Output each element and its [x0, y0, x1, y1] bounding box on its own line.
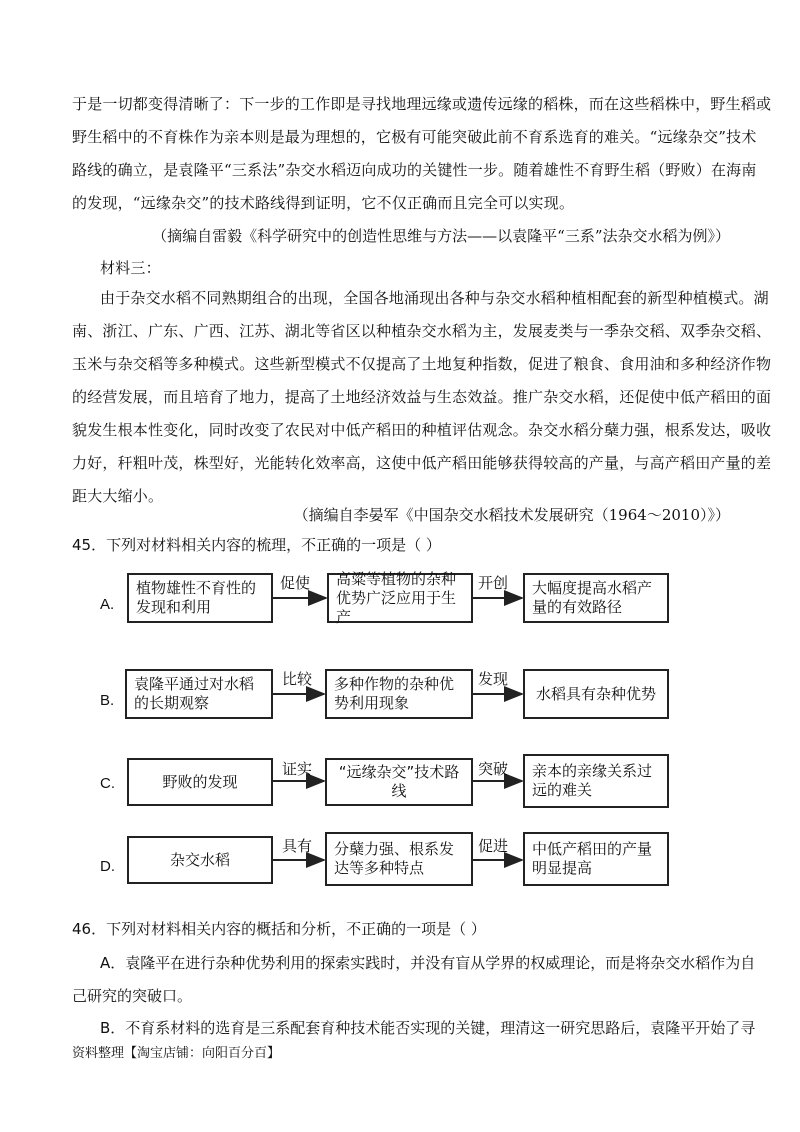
option-letter[interactable]: A.	[100, 596, 115, 613]
flow-box: 分蘖力强、根系发达等多种特点	[325, 832, 473, 886]
footer-watermark: 资料整理【淘宝店铺：向阳百分百】	[72, 1046, 281, 1061]
question-45-stem: 45．下列对材料相关内容的梳理，不正确的一项是（ ）	[72, 536, 441, 554]
flow-box: 植物雄性不育性的发现和利用	[127, 573, 273, 623]
text-line: 的经营发展，而且培育了地力，提高了土地经济效益与生态效益。推广杂交水稻，还促使中低产稻田的面	[72, 388, 772, 406]
option-a-text[interactable]: A．袁隆平在进行杂种优势利用的探索实践时，并没有盲从学界的权威理论，而是将杂交水稻作为自	[100, 954, 756, 972]
source-citation: （摘编自李晏军《中国杂交水稻技术发展研究（1964～2010）》）	[293, 506, 730, 524]
section-heading: 材料三：	[100, 259, 161, 277]
arrow-label: 开创	[478, 574, 509, 592]
arrow-label: 促进	[478, 837, 509, 855]
flow-box: 中低产稻田的产量明显提高	[523, 832, 669, 886]
text-line: 力好，秆粗叶茂，株型好，光能转化效率高，这使中低产稻田能够获得较高的产量，与高产稻田产量的差	[72, 454, 772, 472]
flow-box: 杂交水稻	[127, 836, 273, 884]
text-line: 玉米与杂交稻等多种模式。这些新型模式不仅提高了土地复种指数，促进了粮食、食用油和多种经济作物	[72, 355, 772, 373]
option-letter[interactable]: B.	[100, 692, 115, 709]
flow-box: 高粱等植物的杂种优势广泛应用于生产	[327, 573, 473, 623]
arrow-label: 比较	[282, 670, 313, 688]
flow-box: 野败的发现	[127, 758, 273, 806]
text-line: 路线的确立，是袁隆平“三系法”杂交水稻迈向成功的关键性一步。随着雄性不育野生稻（野败）在海南	[72, 161, 757, 179]
text-line: 野生稻中的不育株作为亲本则是最为理想的，它极有可能突破此前不育系选育的难关。“远缘杂交”技术	[72, 128, 757, 146]
question-46-stem: 46．下列对材料相关内容的概括和分析，不正确的一项是（ ）	[72, 920, 486, 938]
arrow-label: 发现	[478, 670, 509, 688]
source-citation: （摘编自雷毅《科学研究中的创造性思维与方法——以袁隆平“三系”法杂交水稻为例》）	[152, 227, 730, 245]
option-letter[interactable]: D.	[100, 858, 115, 875]
flow-box: 亲本的亲缘关系过远的难关	[523, 754, 669, 808]
option-letter[interactable]: C.	[100, 775, 115, 792]
flow-box: 袁隆平通过对水稻的长期观察	[125, 669, 273, 719]
text-line: 貌发生根本性变化，同时改变了农民对中低产稻田的种植评估观念。杂交水稻分蘖力强，根系发达，吸收	[72, 421, 772, 439]
text-line: 南、浙江、广东、广西、江苏、湖北等省区以种植杂交水稻为主，发展麦类与一季杂交稻、双季杂交稻、	[72, 322, 772, 340]
flow-box: 大幅度提高水稻产量的有效路径	[523, 573, 669, 623]
flow-box: 多种作物的杂种优势利用现象	[325, 669, 473, 719]
text-line: 距大大缩小。	[72, 487, 164, 505]
flow-box: “远缘杂交”技术路线	[325, 758, 473, 806]
arrow-label: 证实	[282, 760, 313, 778]
option-b-text[interactable]: B．不育系材料的选育是三系配套育种技术能否实现的关键，理清这一研究思路后，袁隆平开始了寻	[100, 1019, 756, 1037]
arrow-label: 突破	[478, 760, 509, 778]
flow-box: 水稻具有杂种优势	[523, 669, 669, 719]
arrow-label: 具有	[282, 837, 313, 855]
text-line: 由于杂交水稻不同熟期组合的出现，全国各地涌现出各种与杂交水稻种植相配套的新型种植模式。湖	[100, 289, 769, 307]
arrow-label: 促使	[280, 574, 311, 592]
text-line: 于是一切都变得清晰了：下一步的工作即是寻找地理远缘或遗传远缘的稻株，而在这些稻株中，野生稻或	[72, 95, 772, 113]
option-a-text[interactable]: 己研究的突破口。	[72, 987, 193, 1005]
text-line: 的发现，“远缘杂交”的技术路线得到证明，它不仅正确而且完全可以实现。	[72, 194, 575, 212]
